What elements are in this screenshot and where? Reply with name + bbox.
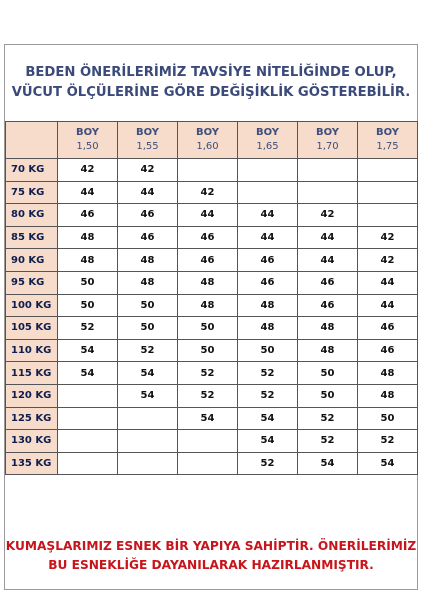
- table-row: [6, 430, 418, 453]
- size-cell: 42: [118, 159, 178, 182]
- fabric-note-line-1: KUMAŞLARIMIZ ESNEK BİR YAPIYA SAHİPTİR. ÖNERİLERİMİZ: [5, 539, 417, 553]
- size-cell: 44: [118, 181, 178, 204]
- size-cell: 42: [58, 159, 118, 182]
- size-cell: 46: [178, 249, 238, 272]
- size-cell: 48: [118, 249, 178, 272]
- size-cell: 44: [178, 204, 238, 227]
- size-cell: 46: [58, 204, 118, 227]
- height-label: BOY: [75, 127, 99, 138]
- size-cell: 54: [178, 407, 238, 430]
- size-cell: 48: [238, 294, 298, 317]
- weight-label: 105 KG: [6, 317, 58, 340]
- size-cell: 52: [178, 384, 238, 407]
- weight-label: 75 KG: [6, 181, 58, 204]
- size-cell: 48: [178, 271, 238, 294]
- size-cell: 48: [118, 271, 178, 294]
- table-row: [6, 362, 418, 385]
- size-cell: [238, 159, 298, 182]
- corner-cell: [6, 122, 58, 159]
- weight-label: 125 KG: [6, 407, 58, 430]
- size-cell: 46: [298, 294, 358, 317]
- size-cell: 48: [358, 384, 418, 407]
- size-cell: 50: [178, 317, 238, 340]
- size-cell: 42: [178, 181, 238, 204]
- size-cell: 54: [238, 430, 298, 453]
- height-value: 1,75: [376, 141, 399, 152]
- table-row: [6, 226, 418, 249]
- height-column-header: [58, 122, 118, 159]
- size-cell: 50: [178, 339, 238, 362]
- height-value: 1,50: [76, 141, 99, 152]
- size-cell: 50: [298, 384, 358, 407]
- weight-label: 85 KG: [6, 226, 58, 249]
- size-cell: 48: [298, 339, 358, 362]
- size-cell: 42: [298, 204, 358, 227]
- weight-label: 100 KG: [6, 294, 58, 317]
- fabric-note-line-2: BU ESNEKLİĞE DAYANILARAK HAZIRLANMIŞTIR.: [48, 558, 374, 572]
- weight-label: 135 KG: [6, 452, 58, 475]
- table-row: [6, 339, 418, 362]
- size-cell: 50: [118, 294, 178, 317]
- height-label: BOY: [375, 127, 399, 138]
- size-cell: 52: [298, 430, 358, 453]
- size-cell: 52: [118, 339, 178, 362]
- size-cell: [298, 159, 358, 182]
- size-chart-card: [4, 44, 418, 590]
- size-cell: [118, 452, 178, 475]
- height-label: BOY: [255, 127, 279, 138]
- height-column-header: [178, 122, 238, 159]
- size-cell: 46: [238, 271, 298, 294]
- size-cell: 48: [238, 317, 298, 340]
- weight-label: 115 KG: [6, 362, 58, 385]
- size-cell: [58, 452, 118, 475]
- table-row: [6, 317, 418, 340]
- size-cell: 48: [298, 317, 358, 340]
- size-cell: 46: [118, 204, 178, 227]
- weight-label: 70 KG: [6, 159, 58, 182]
- size-cell: 50: [238, 339, 298, 362]
- weight-label: 130 KG: [6, 430, 58, 453]
- height-value: 1,60: [196, 141, 219, 152]
- size-cell: 54: [238, 407, 298, 430]
- size-cell: 52: [238, 362, 298, 385]
- size-cell: [178, 430, 238, 453]
- fabric-note: [5, 523, 417, 589]
- size-cell: 44: [298, 249, 358, 272]
- size-cell: 48: [58, 226, 118, 249]
- weight-label: 90 KG: [6, 249, 58, 272]
- size-cell: [178, 452, 238, 475]
- weight-label: 95 KG: [6, 271, 58, 294]
- height-label: BOY: [135, 127, 159, 138]
- disclaimer-line-1: BEDEN ÖNERİLERİMİZ TAVSİYE NİTELİĞİNDE OLUP,: [25, 65, 397, 80]
- size-table: [5, 121, 418, 475]
- size-cell: 52: [298, 407, 358, 430]
- size-cell: 50: [118, 317, 178, 340]
- height-column-header: [298, 122, 358, 159]
- size-cell: 44: [58, 181, 118, 204]
- size-cell: 46: [358, 339, 418, 362]
- size-cell: [58, 384, 118, 407]
- height-value: 1,65: [256, 141, 279, 152]
- table-row: [6, 181, 418, 204]
- disclaimer-header: [5, 45, 417, 121]
- size-cell: 44: [238, 204, 298, 227]
- size-cell: 48: [58, 249, 118, 272]
- table-row: [6, 159, 418, 182]
- size-cell: [358, 159, 418, 182]
- height-column-header: [238, 122, 298, 159]
- table-row: [6, 271, 418, 294]
- size-cell: 42: [358, 249, 418, 272]
- size-cell: 54: [118, 362, 178, 385]
- size-cell: 54: [118, 384, 178, 407]
- size-cell: [58, 407, 118, 430]
- disclaimer-line-2: VÜCUT ÖLÇÜLERİNE GÖRE DEĞİŞİKLİK GÖSTEREBİLİR.: [11, 85, 411, 100]
- size-cell: 42: [358, 226, 418, 249]
- size-cell: 54: [358, 452, 418, 475]
- table-row: [6, 204, 418, 227]
- size-cell: 46: [358, 317, 418, 340]
- height-label: BOY: [315, 127, 339, 138]
- weight-label: 110 KG: [6, 339, 58, 362]
- size-cell: [178, 159, 238, 182]
- size-cell: 44: [238, 226, 298, 249]
- height-value: 1,70: [316, 141, 339, 152]
- height-header-row: [6, 122, 418, 159]
- size-cell: 50: [58, 271, 118, 294]
- table-row: [6, 384, 418, 407]
- size-cell: 44: [358, 271, 418, 294]
- size-cell: [358, 181, 418, 204]
- size-cell: [358, 204, 418, 227]
- size-cell: 46: [118, 226, 178, 249]
- size-cell: 48: [358, 362, 418, 385]
- size-cell: [118, 430, 178, 453]
- size-cell: 52: [58, 317, 118, 340]
- size-cell: [238, 181, 298, 204]
- size-cell: 50: [58, 294, 118, 317]
- size-cell: 50: [298, 362, 358, 385]
- size-cell: 46: [238, 249, 298, 272]
- size-cell: 46: [178, 226, 238, 249]
- table-row: [6, 249, 418, 272]
- size-cell: 50: [358, 407, 418, 430]
- table-row: [6, 452, 418, 475]
- weight-label: 120 KG: [6, 384, 58, 407]
- size-cell: 52: [238, 384, 298, 407]
- size-cell: 54: [58, 339, 118, 362]
- size-cell: 48: [178, 294, 238, 317]
- height-label: BOY: [195, 127, 219, 138]
- size-cell: [58, 430, 118, 453]
- size-rows: [6, 159, 418, 475]
- table-row: [6, 294, 418, 317]
- height-value: 1,55: [136, 141, 159, 152]
- height-column-header: [118, 122, 178, 159]
- weight-label: 80 KG: [6, 204, 58, 227]
- size-cell: [298, 181, 358, 204]
- size-cell: 52: [238, 452, 298, 475]
- height-column-header: [358, 122, 418, 159]
- size-cell: 46: [298, 271, 358, 294]
- size-cell: [118, 407, 178, 430]
- size-cell: 44: [358, 294, 418, 317]
- size-cell: 52: [358, 430, 418, 453]
- size-cell: 54: [58, 362, 118, 385]
- size-cell: 44: [298, 226, 358, 249]
- size-cell: 52: [178, 362, 238, 385]
- table-row: [6, 407, 418, 430]
- size-cell: 54: [298, 452, 358, 475]
